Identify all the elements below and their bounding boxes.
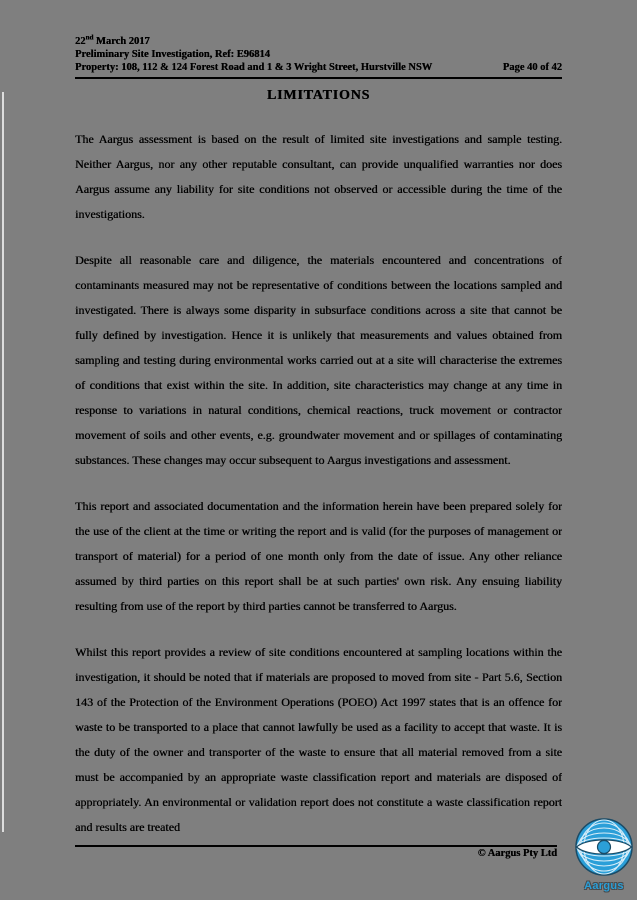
- aargus-logo: [571, 816, 637, 892]
- document-body: [75, 127, 562, 835]
- footer-copyright: © Aargus Pty Ltd: [477, 848, 557, 859]
- scan-edge-artifact: [2, 92, 4, 832]
- page-footer: [75, 845, 557, 859]
- logo-label: Aargus: [584, 880, 624, 892]
- globe-eye-icon: [573, 816, 635, 878]
- header-reference-line: Preliminary Site Investigation, Ref: E96814: [75, 49, 270, 60]
- header-property-line: Property: 108, 112 & 124 Forest Road and 1 & 3 Wright Street, Hurstville NSW: [75, 62, 433, 73]
- header-date-day: 22: [75, 36, 86, 47]
- header-date-ordinal: nd: [85, 33, 94, 42]
- header-page-number: Page 40 of 42: [502, 62, 562, 73]
- body-paragraph-1: The Aargus assessment is based on the result of limited site investigations and sample testing. Neither Aargus, nor any other reputable consultant, can provide unqualified warranties nor does Aargus assume any liability for site conditions not observed or accessible during the time of the investigations.: [75, 132, 562, 221]
- eye-pupil: [598, 841, 611, 854]
- page-header: [75, 35, 562, 79]
- header-date-rest: March 2017: [93, 36, 150, 47]
- header-property-row: [75, 61, 562, 74]
- body-paragraph-3: This report and associated documentation and the information herein have been prepared solely for the use of the client at the time or writing the report and is valid (for the purposes of management or transport of material) for a period of one month only from the date of issue. Any other reliance assumed by third parties on this report shall be at such parties' own risk. Any ensuing liability resulting from use of the report by third parties cannot be transferred to Aargus.: [75, 499, 562, 613]
- body-paragraph-4: Whilst this report provides a review of site conditions encountered at sampling locations within the investigation, it should be noted that if materials are proposed to moved from site - Part 5.6, Section 143 of the Protection of the Environment Operations (POEO) Act 1997 states that is an offence for waste to be transported to a place that cannot lawfully be used as a facility to accept that waste. It is the duty of the owner and transporter of the waste to ensure that all material removed from a site must be accompanied by an appropriate waste classification report and materials are disposed of appropriately. An environmental or validation report does not constitute a waste classification report and results are treated: [75, 645, 562, 834]
- body-paragraph-2: Despite all reasonable care and diligence, the materials encountered and concentrations of contaminants measured may not be representative of conditions between the locations sampled and investigated. There is always some disparity in subsurface conditions across a site that cannot be fully defined by investigation. Hence it is unlikely that measurements and values obtained from sampling and testing during environmental works carried out at a site will characterise the extremes of conditions that exist within the site. In addition, site characteristics may change at any time in response to variations in natural conditions, chemical reactions, truck movement or contractor movement of soils and other events, e.g. groundwater movement and or spillages of contaminating substances. These changes may occur subsequent to Aargus investigations and assessment.: [75, 253, 562, 467]
- header-date-line: [75, 35, 562, 48]
- page-title: LIMITATIONS: [266, 88, 371, 103]
